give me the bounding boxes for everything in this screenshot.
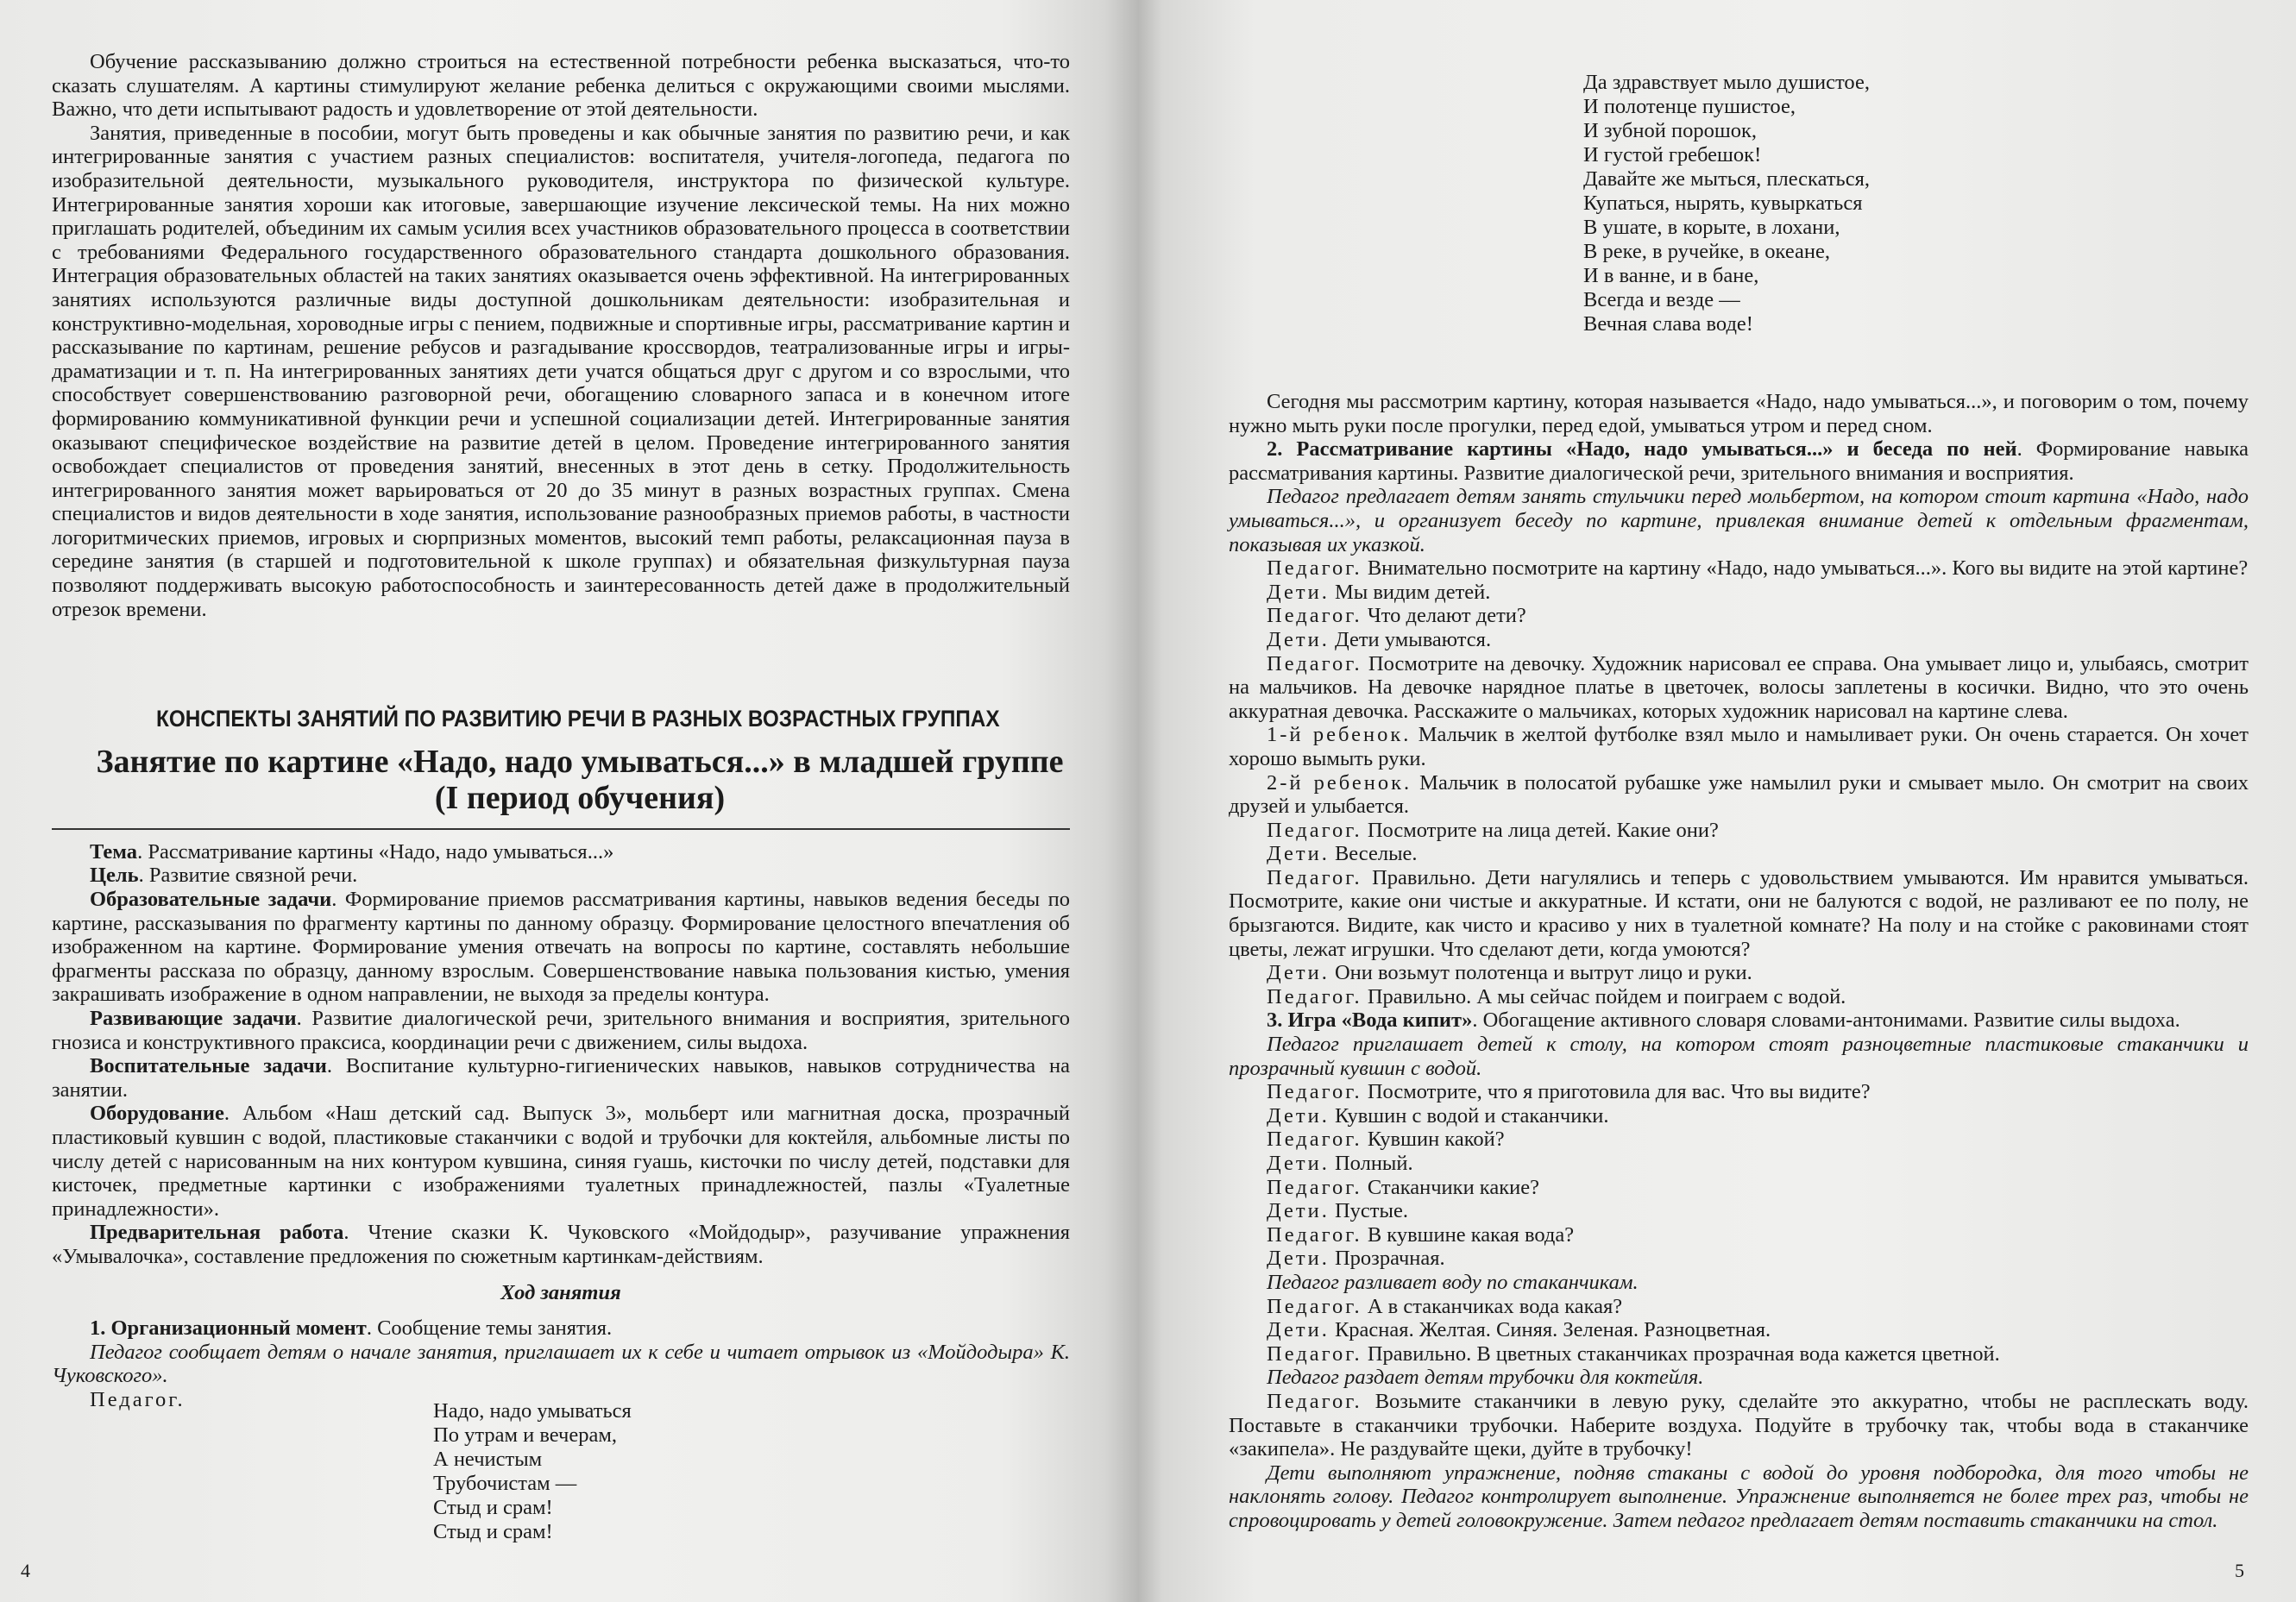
step-1: 1. Организационный момент. Сообщение темы занятия. (90, 1316, 613, 1341)
field-upbringing: Воспитательные задачи. Воспитание культурно-гигиенических навыков, навыков сотрудничества на занятии. (52, 1054, 1070, 1102)
poem-left (433, 1399, 632, 1544)
field-developing: Развивающие задачи. Развитие диалогической речи, зрительного внимания и восприятия, зрительного гнозиса и конструктивного праксиса, координации речи с движением, силы выдоха. (52, 1007, 1070, 1054)
field-preliminary: Предварительная работа. Чтение сказки К. Чуковского «Мойдодыр», разучивание упражнения «Умывалочка», составление предложения по сюжетным картинкам-действиям. (52, 1221, 1070, 1268)
poem-line: Да здравствует мыло душистое, (1583, 71, 1870, 94)
poem-line: Трубочистам — (433, 1472, 577, 1495)
poem-line: В ушате, в корыте, в лохани, (1583, 216, 1840, 239)
lesson-title: Занятие по картине «Надо, надо умываться...» в младшей группе (96, 743, 1064, 780)
paragraph: Занятия, приведенные в пособии, могут быть проведены и как обычные занятия по развитию речи, и как интегрированные занятия с участием разных специалистов: воспитателя, учителя-логопеда, педагога по изобразительной деятельности, музыкального руководителя, инструктора по физической культуре. Интегрированные занятия хороши как итоговые, завершающие изучение лексической темы. На них можно приглашать родителей, объединим их самым усилия всех участников образовательного процесса в соответствии с требованиями Федерального государственного образовательного стандарта дошкольного образования. Интеграция образовательных областей на таких занятиях оказывается очень эффективной. На интегрированных занятиях используются различные виды доступной дошкольникам деятельности: изобразительная и конструктивно-модельная, хороводные игры с пением, подвижные и спортивные игры, рассматривание картин и рассказывание по картинам, решение ребусов и разгадывание кроссвордов, театрализованные игры и игры-драматизации и т. п. На интегрированных занятиях дети учатся общаться друг с другом и со взрослыми, что способствует совершенствованию разговорной речи, обогащению словарного запаса и в конечном итоге формированию коммуникативной функции речи и успешной социализации детей. Интегрированные занятия оказывают специфическое воздействие на развитие детей в целом. Проведение интегрированного занятия освобождает специалистов от проведения занятий, внесенных в этот день в сетку. Продолжительность интегрированного занятия может варьироваться от 20 до 35 минут в разных возрастных группах. Смена специалистов и видов деятельности в ходе занятия, использование разнообразных приемов работы, в частности логоритмических приемов, игровых и сюрпризных моментов, высокий темп работы, релаксационная пауза в середине занятия (в старшей и подготовительной к школе группах) и обязательная физкультурная пауза позволяют поддерживать высокую работоспособность и заинтересованность детей даже в продолжительный отрезок времени. (52, 121, 1070, 621)
poem-line: Купаться, нырять, кувыркаться (1583, 192, 1863, 215)
dialog-line: Педагог. В кувшине какая вода? (1267, 1222, 1575, 1247)
poem-line: Всегда и везде — (1583, 288, 1740, 311)
course-heading: Ход занятия (500, 1280, 621, 1304)
speaker-teacher: Педагог. (90, 1387, 186, 1411)
dialog-line: 1-й ребенок. Мальчик в желтой футболке взял мыло и намыливает руки. Он очень старается. Он хочет хорошо вымыть руки. (1229, 723, 2249, 770)
direction-straws: Педагог раздает детям трубочки для коктейля. (1267, 1366, 1704, 1390)
poem-line: Давайте же мыться, плескаться, (1583, 167, 1870, 191)
poem-line: И в ванне, и в бане, (1583, 264, 1759, 287)
field-topic: Тема. Рассматривание картины «Надо, надо умываться...» (90, 839, 614, 864)
dialog-line: Дети. Дети умываются. (1267, 627, 1492, 651)
poem-line: И зубной порошок, (1583, 119, 1757, 142)
dialog-line: Педагог. А в стаканчиках вода какая? (1267, 1294, 1623, 1318)
poem-line: Надо, надо умываться (433, 1399, 632, 1423)
intro-paragraph: Сегодня мы рассмотрим картину, которая называется «Надо, надо умываться...», и поговорим о том, почему нужно мыть руки после прогулки, перед едой, умываться утром и перед сном. (1229, 390, 2249, 437)
dialog-line: Дети. Мы видим детей. (1267, 580, 1491, 604)
dialog-line: Педагог. Внимательно посмотрите на картину «Надо, надо умываться...». Кого вы видите на этой картине? (1267, 556, 2249, 581)
poem-line: Стыд и срам! (433, 1520, 553, 1543)
poem-right (1583, 71, 1870, 336)
dialog-line: Педагог. Правильно. А мы сейчас пойдем и поиграем с водой. (1267, 984, 1846, 1008)
final-direction: Дети выполняют упражнение, подняв стаканы с водой до уровня подбородка, для того чтобы не наклонять голову. Педагог контролирует выполнение. Упражнение выполняется не более трех раз, чтобы не спровоцировать у детей головокружение. Затем педагог предлагает детям поставить стаканчики на стол. (1229, 1461, 2249, 1532)
step-3-direction: Педагог приглашает детей к столу, на котором стоят разноцветные пластиковые стаканчики и прозрачный кувшин с водой. (1229, 1033, 2249, 1080)
direction-pour: Педагог разливает воду по стаканчикам. (1267, 1270, 1639, 1294)
dialog-line: Дети. Они возьмут полотенца и вытрут лицо и руки. (1267, 961, 1752, 985)
poem-line: Стыд и срам! (433, 1496, 553, 1519)
page-number-left: 4 (21, 1560, 30, 1581)
poem-line: В реке, в ручейке, в океане, (1583, 240, 1830, 263)
divider (52, 828, 1070, 830)
step-1-direction: Педагог сообщает детям о начале занятия, приглашает их к себе и читает отрывок из «Мойдодыра» К. Чуковского». (52, 1340, 1070, 1388)
dialog-line: Дети. Красная. Желтая. Синяя. Зеленая. Разноцветная. (1267, 1318, 1771, 1342)
dialog-line: Педагог. Что делают дети? (1267, 604, 1526, 628)
step-3: 3. Игра «Вода кипит». Обогащение активного словаря словами-антонимами. Развитие силы выдоха. (1267, 1008, 2180, 1033)
dialog-line: Педагог. Стаканчики какие? (1267, 1175, 1539, 1199)
dialog-line: Педагог. Посмотрите на девочку. Художник нарисовал ее справа. Она умывает лицо и, улыбаясь, смотрит на мальчиков. На девочке нарядное платье в цветочек, волосы заплетены в косички. Видно, что это очень аккуратная девочка. Расскажите о мальчиках, которых художник нарисовал на картине слева. (1229, 651, 2249, 723)
dialog-line: Педагог. Посмотрите, что я приготовила для вас. Что вы видите? (1267, 1080, 1871, 1104)
dialog-line: 2-й ребенок. Мальчик в полосатой рубашке уже намылил руки и смывает мыло. Он смотрит на своих друзей и улыбается. (1229, 770, 2249, 819)
lesson-subtitle: (I период обучения) (434, 779, 726, 816)
section-title: КОНСПЕКТЫ ЗАНЯТИЙ ПО РАЗВИТИЮ РЕЧИ В РАЗНЫХ ВОЗРАСТНЫХ ГРУППАХ (156, 706, 1000, 732)
dialog-line: Дети. Полный. (1267, 1152, 1413, 1175)
dialog-line: Дети. Веселые. (1267, 842, 1418, 866)
dialog-line: Педагог. Посмотрите на лица детей. Какие они? (1267, 818, 1719, 842)
left-page (0, 0, 1139, 1602)
poem-line: И полотенце пушистое, (1583, 95, 1796, 118)
dialog-line: Дети. Пустые. (1267, 1199, 1408, 1223)
dialog-line: Педагог. Возьмите стаканчики в левую руку, сделайте это аккуратно, чтобы не расплескать воду. Поставьте в стаканчики трубочки. Наберите воздуха. Подуйте в трубочку так, чтобы вода в стаканчике «закипела». Не раздувайте щеки, дуйте в трубочку! (1229, 1389, 2249, 1461)
dialog-line: Педагог. Правильно. Дети нагулялись и теперь с удовольствием умываются. Им нравится умываться. Посмотрите, какие они чистые и аккуратные. И кстати, они не балуются с водой, не разливают ее по полу, не брызгаются. Видите, как чисто и красиво у них в туалетной комнате? На полу и на стойке с раковинами стоят цветы, лежат игрушки. Что сделают дети, когда умоются? (1229, 865, 2249, 961)
page-number-right: 5 (2235, 1560, 2244, 1581)
step-2-direction: Педагог предлагает детям занять стульчики перед мольбертом, на котором стоит картина «Надо, надо умываться...», и организует беседу по картине, привлекая внимание детей к отдельным фрагментам, показывая их указкой. (1229, 485, 2249, 556)
poem-line: А нечистым (433, 1448, 543, 1471)
poem-line: Вечная слава воде! (1583, 312, 1753, 336)
dialog-line: Дети. Кувшин с водой и стаканчики. (1267, 1103, 1609, 1128)
poem-line: И густой гребешок! (1583, 143, 1762, 166)
right-text-column (1229, 390, 2249, 1533)
field-goal: Цель. Развитие связной речи. (90, 864, 358, 888)
field-equipment: Оборудование. Альбом «Наш детский сад. Выпуск 3», мольберт или магнитная доска, прозрачный пластиковый кувшин с водой, пластиковые стаканчики с водой и трубочки для коктейля, альбомные листы по числу детей с нарисованным на них контуром кувшина, синяя гуашь, кисточки по числу детей, подставки для кисточек, предметные картинки с изображениями туалетных принадлежностей, пазлы «Туалетные принадлежности». (52, 1102, 1070, 1221)
dialog-line: Дети. Прозрачная. (1267, 1247, 1445, 1271)
poem-line: По утрам и вечерам, (433, 1423, 617, 1447)
dialog-line: Педагог. Кувшин какой? (1267, 1128, 1505, 1152)
left-text-column (52, 50, 1070, 1412)
field-educational: Образовательные задачи. Формирование приемов рассматривания картины, навыков ведения беседы по картине, рассказывания по фрагменту картины по данному образцу. Формирование целостного впечатления об изображенном на картине. Формирование умения отвечать на вопросы по картине, составлять небольшие фрагменты рассказа по образцу, данному взрослым. Совершенствование навыка пользования кистью, умения закрашивать изображение в одном направлении, не выходя за пределы контура. (52, 888, 1070, 1007)
paragraph: Обучение рассказыванию должно строиться на естественной потребности ребенка высказаться, что-то сказать слушателям. А картины стимулируют желание ребенка делиться с окружающими своими мыслями. Важно, что дети испытывают радость и удовлетворение от этой деятельности. (52, 50, 1070, 122)
step-2: 2. Рассматривание картины «Надо, надо умываться...» и беседа по ней. Формирование навыка рассматривания картины. Развитие диалогической речи, зрительного внимания и восприятия. (1229, 437, 2249, 485)
dialog-line: Педагог. Правильно. В цветных стаканчиках прозрачная вода кажется цветной. (1267, 1341, 2000, 1366)
